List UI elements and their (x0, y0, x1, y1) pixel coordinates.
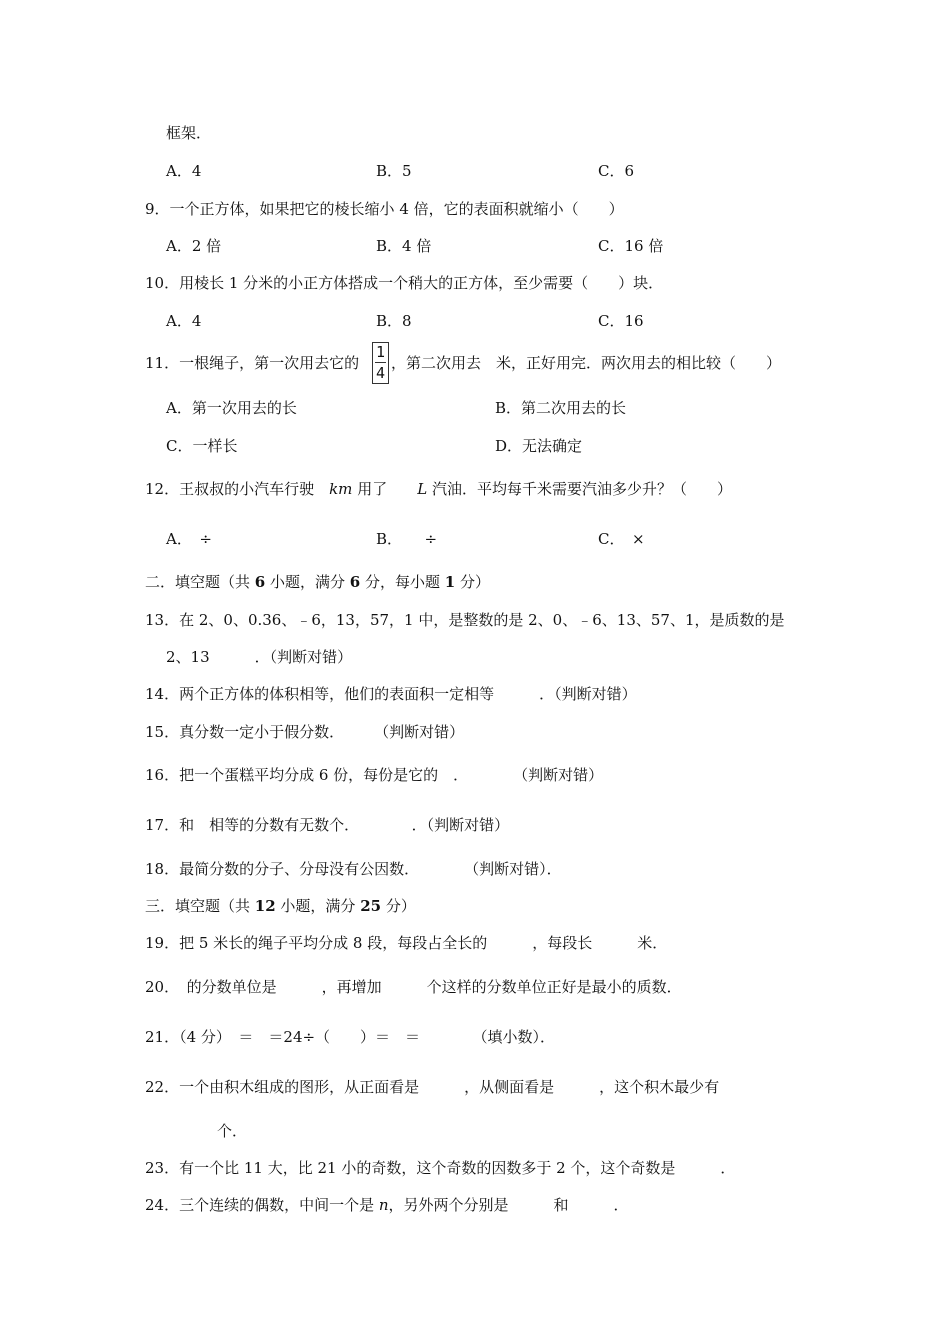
section-2-heading (145, 572, 490, 592)
q9-option-c: C．16 倍 (598, 237, 664, 255)
q8-option-b: B．5 (376, 162, 412, 180)
section-3-text-pre: 三．填空题（共 (145, 897, 255, 915)
q18: 18．最简分数的分子、分母没有公因数． （判断对错）． (145, 860, 562, 878)
q22-line-2: 个． (217, 1122, 248, 1140)
section-3-text-post: 分） (381, 897, 416, 915)
q10-option-b: B．8 (376, 312, 412, 330)
q11-option-b: B．第二次用去的长 (495, 399, 627, 417)
q9-option-b: B．4 倍 (376, 237, 432, 255)
section-2-text-pre: 二．填空题（共 (145, 573, 255, 591)
q11-option-a: A．第一次用去的长 (166, 399, 297, 417)
section-2-text-mid1: 小题，满分 (265, 573, 350, 591)
q12-stem-mid: 用了 (352, 480, 418, 498)
q11-fraction-denominator: 4 (375, 364, 386, 382)
q16: 16．把一个蛋糕平均分成 6 份，每份是它的 ． （判断对错） (145, 766, 604, 784)
section-3-total-score: 25 (360, 897, 382, 915)
q17: 17．和 相等的分数有无数个． ．（判断对错） (145, 816, 510, 834)
q12-option-b: B． ÷ (376, 530, 438, 548)
q11-option-d: D．无法确定 (495, 437, 583, 455)
q14: 14．两个正方体的体积相等，他们的表面积一定相等 ．（判断对错） (145, 685, 637, 703)
q20: 20． 的分数单位是 ，再增加 个这样的分数单位正好是最小的质数． (145, 978, 682, 996)
q24-text-pre: 24．三个连续的偶数，中间一个是 (145, 1196, 379, 1214)
q19: 19．把 5 米长的绳子平均分成 8 段，每段占全长的 ，每段长 米． (145, 934, 668, 952)
q8-option-c: C．6 (598, 162, 635, 180)
section-3-count: 12 (254, 897, 276, 915)
section-3-heading (145, 896, 416, 916)
q9-option-a: A．2 倍 (166, 237, 222, 255)
q12-stem-pre: 12．王叔叔的小汽车行驶 (145, 480, 330, 498)
q23: 23．有一个比 11 大，比 21 小的奇数，这个奇数的因数多于 2 个，这个奇数是 ． (145, 1159, 736, 1177)
q21: 21．（4 分） ＝ ＝24÷（ ）＝ ＝ （填小数）． (145, 1028, 556, 1046)
q12-stem-post: 汽油．平均每千米需要汽油多少升？（ ） (427, 480, 732, 498)
q11-option-c: C．一样长 (166, 437, 238, 455)
section-2-text-post: 分） (455, 573, 490, 591)
section-3-text-mid: 小题，满分 (275, 897, 361, 915)
section-2-total-score: 6 (349, 573, 361, 591)
q13-line-1: 13．在 2、0、0.36、﹣6，13，57，1 中，是整数的是 2、0、﹣6、13、57、1，是质数的是 (145, 611, 785, 629)
q11-stem-pre: 11．一根绳子，第一次用去它的 (145, 354, 360, 372)
q8-continuation: 框架． (166, 124, 212, 142)
q10-option-a: A．4 (166, 312, 202, 330)
q12-option-c: C． × (598, 530, 645, 548)
q13-line-2: 2、13 ．（判断对错） (166, 648, 353, 666)
q24-text-post: ，另外两个分别是 和 ． (388, 1196, 629, 1214)
q11-fraction (372, 342, 389, 384)
q10-stem: 10．用棱长 1 分米的小正方体搭成一个稍大的正方体，至少需要（ ）块． (145, 274, 664, 292)
q12-stem (145, 479, 732, 499)
q24 (145, 1195, 629, 1215)
q15: 15．真分数一定小于假分数． （判断对错） (145, 723, 465, 741)
fraction-bar (375, 362, 386, 363)
q12-option-a: A． ÷ (166, 530, 212, 548)
q10-option-c: C．16 (598, 312, 644, 330)
section-2-each-score: 1 (444, 573, 456, 591)
q11-fraction-numerator: 1 (375, 343, 386, 361)
q9-stem: 9．一个正方体，如果把它的棱长缩小 4 倍，它的表面积就缩小（ ） (145, 200, 624, 218)
q12-unit-l: L (417, 480, 428, 498)
section-2-text-mid2: 分，每小题 (360, 573, 445, 591)
q8-option-a: A．4 (166, 162, 202, 180)
q24-variable: n (378, 1196, 389, 1214)
q12-unit-km: km (329, 480, 353, 498)
q22-line-1: 22．一个由积木组成的图形，从正面看是 ，从侧面看是 ，这个积木最少有 (145, 1078, 720, 1096)
q11-stem-post: ，第二次用去 米，正好用完．两次用去的相比较（ ） (391, 354, 782, 372)
section-2-count: 6 (254, 573, 266, 591)
